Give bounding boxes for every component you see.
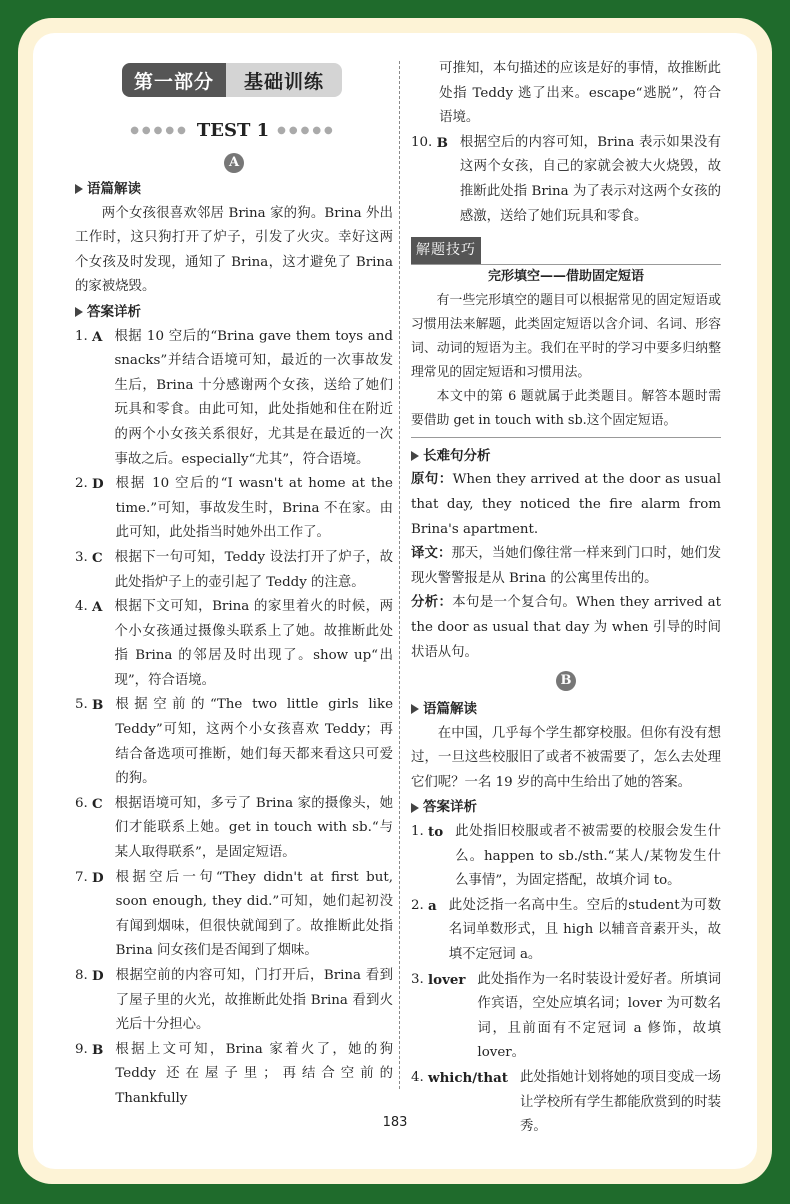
tips-box: [411, 264, 721, 438]
column-divider: [399, 61, 400, 1089]
passage-a-reading-heading: [75, 177, 393, 202]
answer-key: B: [92, 697, 104, 714]
answer-key: lover: [428, 971, 466, 988]
original-text: When they arrived at the door as usual that day, they noticed the fire alarm from Brina's apartment.: [411, 472, 721, 537]
passage-b-answers-heading: [411, 795, 721, 820]
answer-item: [75, 595, 393, 693]
analysis-sentence: [411, 591, 721, 665]
analysis-text: 本句是一个复合句。When they arrived at the door as usual that day 为 when 引导的时间状语从句。: [411, 595, 721, 660]
passage-a-badge-row: [75, 151, 393, 177]
translation-label: 译文：: [411, 546, 452, 562]
answer-number: 6.: [75, 795, 88, 811]
answer-explanation: 根据下一句可知，Teddy 设法打开了炉子，故此处指炉子上的壶引起了 Teddy 的注意。: [114, 549, 393, 590]
passage-a-badge: A: [224, 153, 244, 173]
passage-b-reading-text: 在中国，几乎每个学生都穿校服。但你有没有想过，一旦这些校服旧了或者不被需要了，怎么去处理它们呢？一名 19 岁的高中生给出了她的答案。: [411, 725, 721, 790]
answer-number: 4.: [411, 1070, 424, 1085]
right-column: [411, 57, 721, 1140]
triangle-icon: [75, 307, 83, 317]
answer-item: [411, 820, 721, 894]
answer-explanation: 此处指旧校服或者不被需要的校服会发生什么。happen to sb./sth.“某人/某物发生什么事情”，为固定搭配，故填介词 to。: [455, 824, 721, 889]
answer-explanation: 根据空前的内容可知，门打开后，Brina 看到了屋子里的火光，故推断此处指 Brina 看到火光后十分担心。: [115, 968, 393, 1033]
test-title: [93, 117, 373, 143]
answer-explanation: 此处指作为一名时装设计爱好者。所填词作宾语，空处应填名词；lover 为可数名词，且前面有不定冠词 a 修饰，故填 lover。: [477, 971, 721, 1061]
answer-explanation: 根据 10 空后的“Brina gave them toys and snacks”并结合语境可知，最近的一次事故发生后，Brina 十分感谢两个女孩，送给了她们玩具和零食。由此可知，此处指她和住在附近的两个小女孩关系很好，尤其是在最近的一次事故之后。especially“尤其”，符合语境。: [114, 328, 393, 467]
answer-key: a: [428, 897, 437, 914]
answer-number: 3.: [75, 549, 88, 565]
section-banner: [122, 63, 342, 97]
answer-item: [75, 792, 393, 866]
answer-9-continuation: 可推知，本句描述的应该是好的事情，故推断此处指 Teddy 逃了出来。escape“逃脱”，符合语境。: [439, 61, 721, 126]
passage-a-answers-title: 答案详析: [87, 303, 141, 320]
answer-key: A: [92, 328, 103, 345]
answer-explanation: 根据空后的内容可知，Brina 表示如果没有这两个女孩，自己的家就会被大火烧毁，故推断此处指 Brina 为了表示对这两个女孩的感激，送给了她们玩具和零食。: [459, 134, 721, 224]
answer-item: [411, 131, 721, 229]
answer-number: 2.: [411, 897, 424, 913]
answer-key: D: [92, 968, 104, 984]
answer-key: C: [92, 795, 103, 812]
answer-item: [75, 693, 393, 791]
section-label: 基础训练: [226, 63, 342, 97]
answer-number: 8.: [75, 968, 88, 983]
test-title-text: TEST 1: [196, 119, 270, 141]
dots-decoration-left: ●●●●●: [130, 124, 189, 136]
page-number: 183: [382, 1115, 408, 1130]
answer-number: 1.: [75, 328, 88, 344]
tips-label-row: [411, 237, 721, 264]
translation-sentence: [411, 542, 721, 591]
answer-key: C: [92, 549, 103, 566]
passage-a-answers-heading: [75, 300, 393, 325]
answer-number: 5.: [75, 697, 88, 713]
passage-b-reading-title: 语篇解读: [423, 701, 477, 718]
answer-key: to: [428, 824, 444, 841]
answer-key: B: [436, 134, 448, 151]
passage-a-reading-title: 语篇解读: [87, 181, 141, 197]
answer-explanation: 根据上文可知，Brina 家着火了，她的狗 Teddy 还在屋子里；再结合空前的 Thankfully: [115, 1041, 393, 1106]
answer-number: 1.: [411, 824, 424, 840]
answer-key: D: [92, 869, 104, 886]
triangle-icon: [411, 803, 419, 813]
answer-key: which/that: [428, 1070, 508, 1086]
answer-item: [75, 472, 393, 546]
passage-b-badge: B: [556, 671, 576, 691]
long-sentence-heading: [411, 444, 721, 469]
answer-explanation: 根据 10 空后的“I wasn't at home at the time.”可知，事故发生时，Brina 不在家。由此可知，此处指当时她外出工作了。: [115, 476, 393, 541]
original-sentence: [411, 468, 721, 542]
answer-key: D: [92, 476, 104, 493]
triangle-icon: [411, 704, 419, 714]
passage-b-badge-row: [411, 669, 721, 697]
answer-item: [411, 894, 721, 968]
answer-explanation: 根据语境可知，多亏了 Brina 家的摄像头，她们才能联系上她。get in touch with sb.“与某人取得联系”，是固定短语。: [114, 795, 393, 861]
answer-number: 3.: [411, 971, 424, 987]
answer-item: [411, 968, 721, 1066]
translation-text: 那天，当她们像往常一样来到门口时，她们发现火警警报是从 Brina 的公寓里传出的。: [411, 546, 722, 586]
answer-explanation: 根据空前的“The two little girls like Teddy”可知，这两个小女孩喜欢 Teddy；再结合备选项可推断，她们每天都来看这只可爱的狗。: [115, 697, 393, 787]
answer-item: [75, 325, 393, 473]
answer-number: 7.: [75, 869, 88, 885]
dots-decoration-right: ●●●●●: [277, 124, 336, 136]
tips-label: 解题技巧: [411, 237, 481, 264]
analysis-label: 分析：: [411, 595, 453, 611]
answer-number: 2.: [75, 476, 88, 492]
part-label: 第一部分: [122, 63, 226, 97]
answer-item: [75, 1038, 393, 1112]
answer-item: [75, 546, 393, 595]
answer-item: [75, 866, 393, 964]
tips-paragraph-2: 本文中的第 6 题就属于此类题目。解答本题时需要借助 get in touch with sb.这个固定短语。: [411, 388, 721, 428]
tips-paragraph-1: 有一些完形填空的题目可以根据常见的固定短语或习惯用法来解题，此类固定短语以含介词、名词、形容词、动词的短语为主。我们在平时的学习中要多归纳整理常见的固定短语和习惯用法。: [411, 292, 721, 380]
answer-number: 10.: [411, 134, 433, 150]
answer-number: 9.: [75, 1041, 88, 1057]
answer-key: B: [92, 1041, 104, 1058]
original-label: 原句：: [411, 472, 453, 488]
left-column: [75, 151, 393, 1112]
answer-key: A: [92, 599, 103, 616]
long-sentence-title: 长难句分析: [423, 447, 491, 464]
answer-item: [75, 964, 393, 1038]
answer-explanation: 此处指她计划将她的项目变成一场让学校所有学生都能欣赏到的时装秀。: [519, 1070, 721, 1135]
tips-title: 完形填空——借助固定短语: [487, 268, 644, 284]
answer-explanation: 根据下文可知，Brina 的家里着火的时候，两个小女孩通过摄像头联系上了她。故推断此处指 Brina 的邻居及时出现了。show up“出现”，符合语境。: [114, 599, 393, 688]
passage-b-reading-heading: [411, 697, 721, 722]
document-page: [33, 33, 757, 1169]
triangle-icon: [75, 184, 83, 194]
answer-number: 4.: [75, 599, 88, 615]
answer-explanation: 此处泛指一名高中生。空后的student为可数名词单数形式，且 high 以辅音音素开头，故填不定冠词 a。: [448, 897, 721, 963]
answer-explanation: 根据空后一句“They didn't at first but, soon enough, they did.”可知，她们起初没有闻到烟味，但很快就闻到了。故推断此处指 Brina 问女孩们是否闻到了烟味。: [115, 869, 393, 959]
passage-a-reading-text: 两个女孩很喜欢邻居 Brina 家的狗。Brina 外出工作时，这只狗打开了炉子，引发了火灾。幸好这两个女孩及时发现，通知了 Brina，这才避免了 Brina 的家被烧毁。: [75, 205, 393, 295]
passage-b-answer-list: [411, 820, 721, 1140]
passage-b-answers-title: 答案详析: [423, 799, 477, 816]
triangle-icon: [411, 451, 419, 461]
passage-a-answer-list: [75, 325, 393, 1112]
